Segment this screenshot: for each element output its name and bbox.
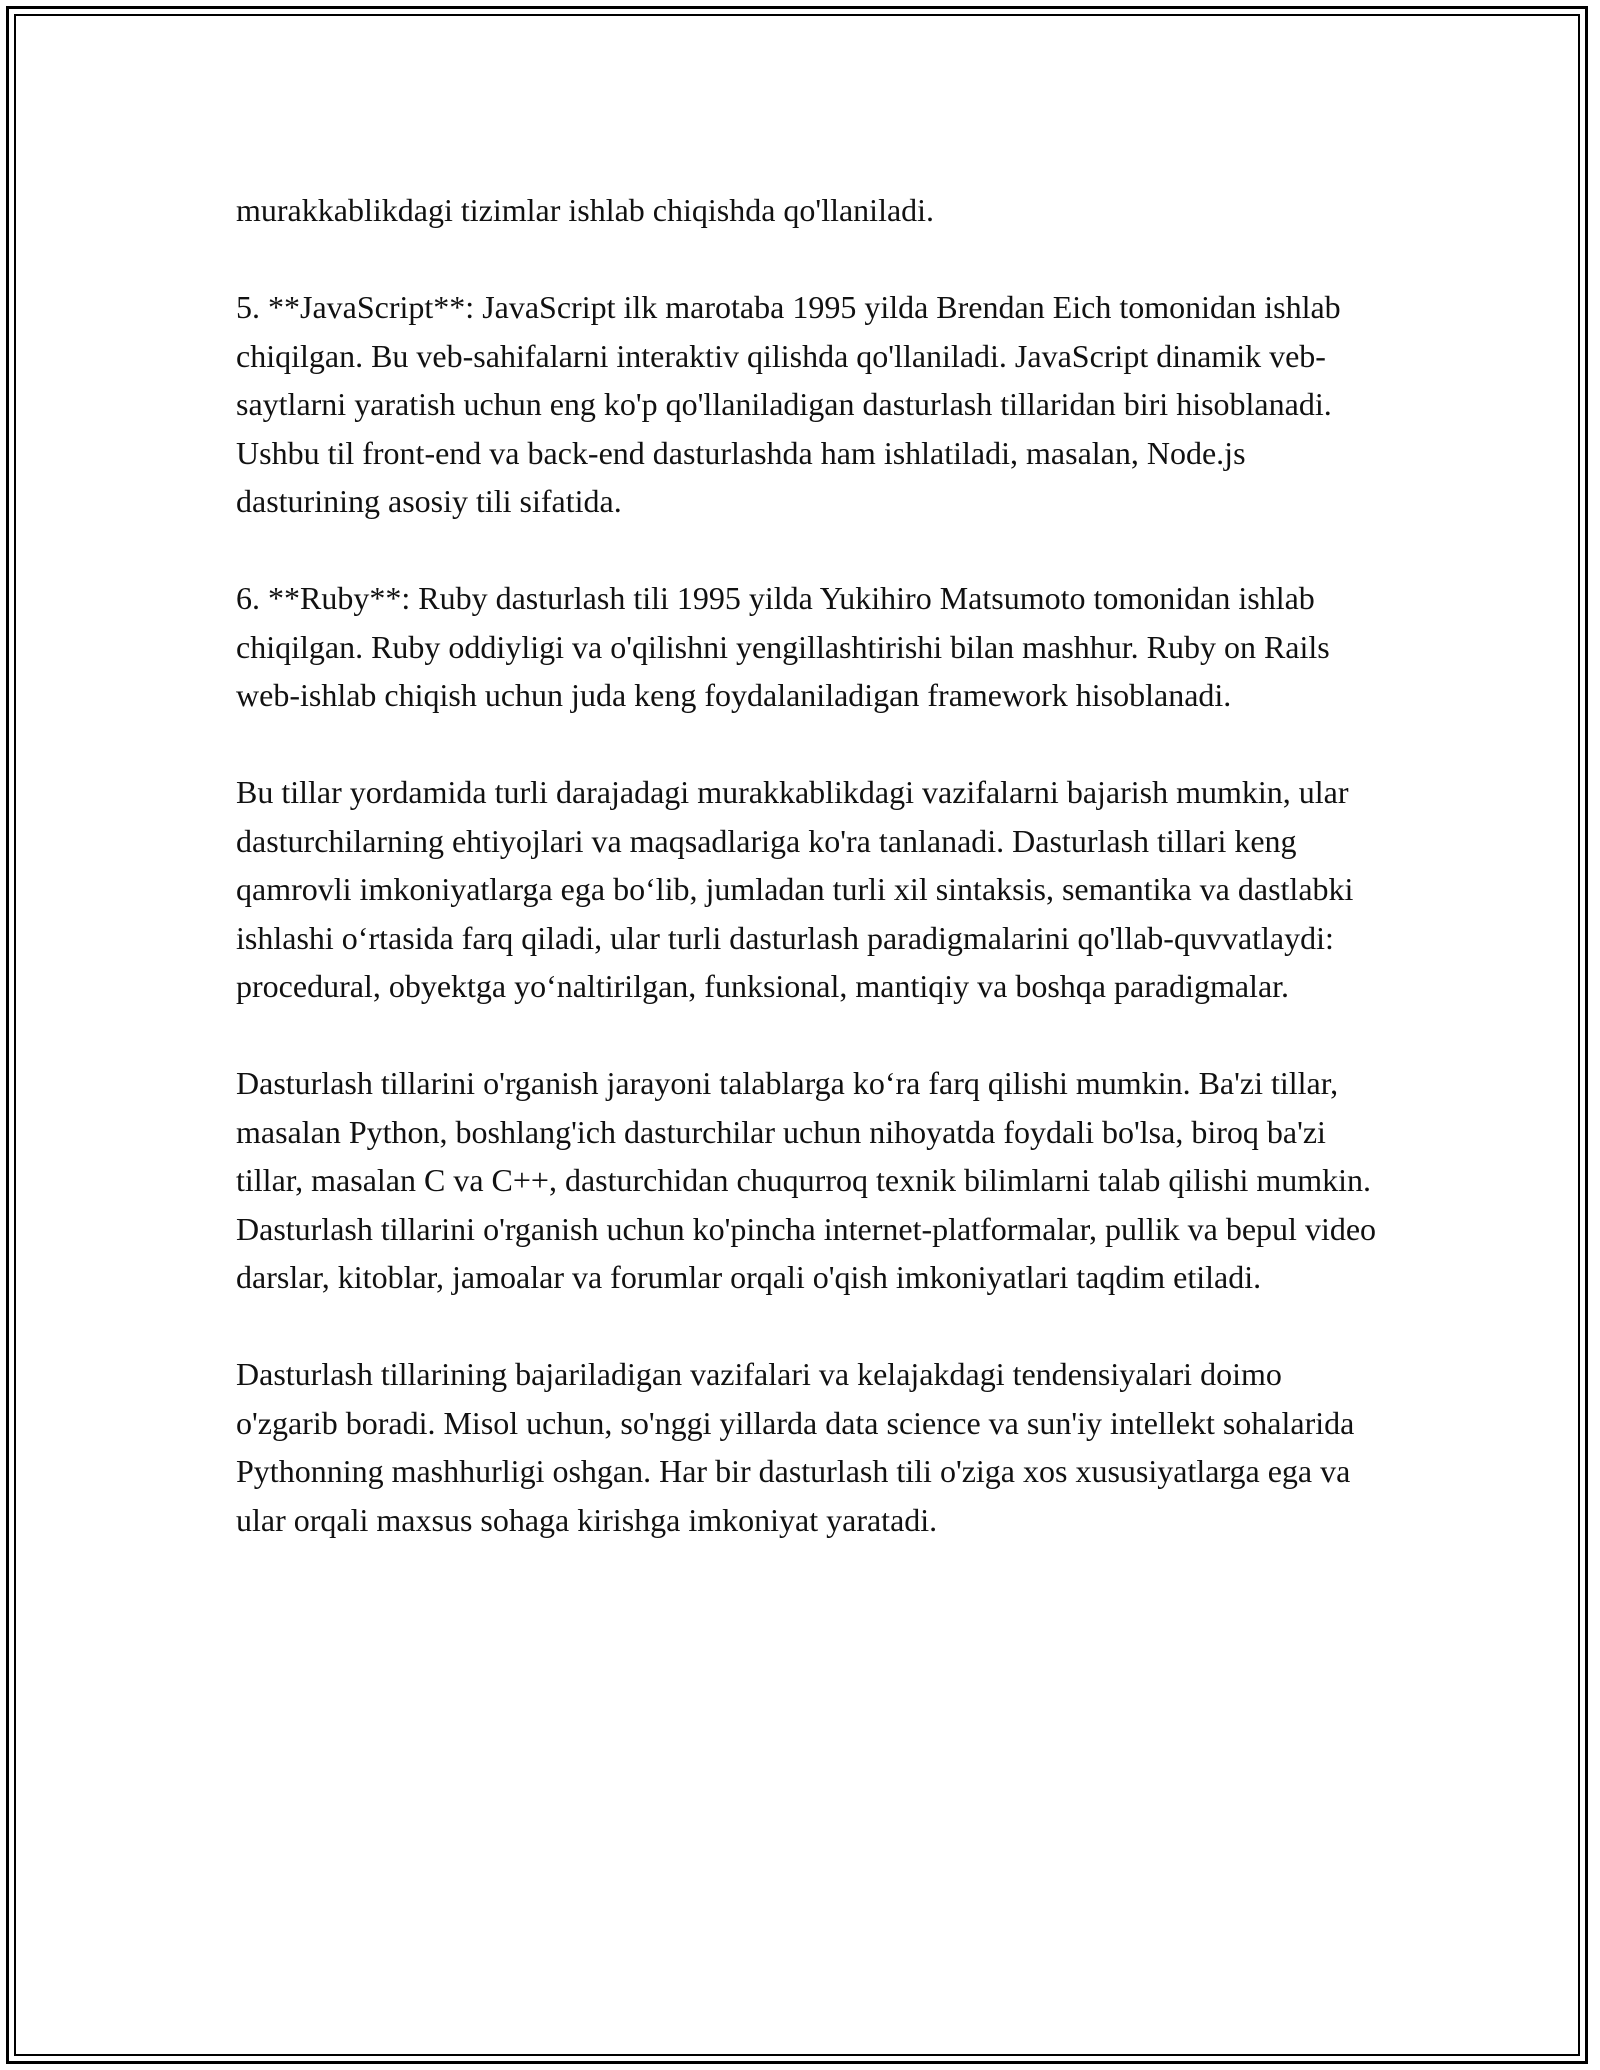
paragraph-javascript: 5. **JavaScript**: JavaScript ilk marotaba 1995 yilda Brendan Eich tomonidan ishlab chiqilgan. Bu veb-sahifalarni interaktiv qilishda qo'llaniladi. JavaScript dinamik veb-saytlarni yaratish uchun eng ko'p qo'llaniladigan dasturlash tillaridan biri hisoblanadi. Ushbu til front-end va back-end dasturlashda ham ishlatiladi, masalan, Node.js dasturining asosiy tili sifatida.: [236, 289, 1341, 519]
paragraph-learning-languages: Dasturlash tillarini o'rganish jarayoni talablarga ko‘ra farq qilishi mumkin. Ba'zi tillar, masalan Python, boshlang'ich dasturchilar uchun nihoyatda foydali bo'lsa, biroq ba'zi tillar, masalan C va C++, dasturchidan chuqurroq texnik bilimlarni talab qilishi mumkin. Dasturlash tillarini o'rganish uchun ko'pincha internet-platformalar, pullik va bepul video darslar, kitoblar, jamoalar va forumlar orqali o'qish imkoniyatlari taqdim etiladi.: [236, 1065, 1377, 1295]
document-body: [236, 186, 1386, 1544]
paragraph-future-trends: Dasturlash tillarining bajariladigan vazifalari va kelajakdagi tendensiyalari doimo o'zgarib boradi. Misol uchun, so'nggi yillarda data science va sun'iy intellekt sohalarida Pythonning mashhurligi oshgan. Har bir dasturlash tili o'ziga xos xususiyatlarga ega va ular orqali maxsus sohaga kirishga imkoniyat yaratadi.: [236, 1356, 1355, 1538]
paragraph-language-capabilities: Bu tillar yordamida turli darajadagi murakkablikdagi vazifalarni bajarish mumkin, ular dasturchilarning ehtiyojlari va maqsadlariga ko'ra tanlanadi. Dasturlash tillari keng qamrovli imkoniyatlarga ega bo‘lib, jumladan turli xil sintaksis, semantika va dastlabki ishlashi o‘rtasida farq qiladi, ular turli dasturlash paradigmalarini qo'llab-quvvatlaydi: procedural, obyektga yo‘naltirilgan, funksional, mantiqiy va boshqa paradigmalar.: [236, 774, 1354, 1004]
paragraph-continuation: murakkablikdagi tizimlar ishlab chiqishda qo'llaniladi.: [236, 192, 935, 228]
paragraph-ruby: 6. **Ruby**: Ruby dasturlash tili 1995 yilda Yukihiro Matsumoto tomonidan ishlab chiqilgan. Ruby oddiyligi va o'qilishni yengillashtirishi bilan mashhur. Ruby on Rails web-ishlab chiqish uchun juda keng foydalaniladigan framework hisoblanadi.: [236, 580, 1330, 713]
